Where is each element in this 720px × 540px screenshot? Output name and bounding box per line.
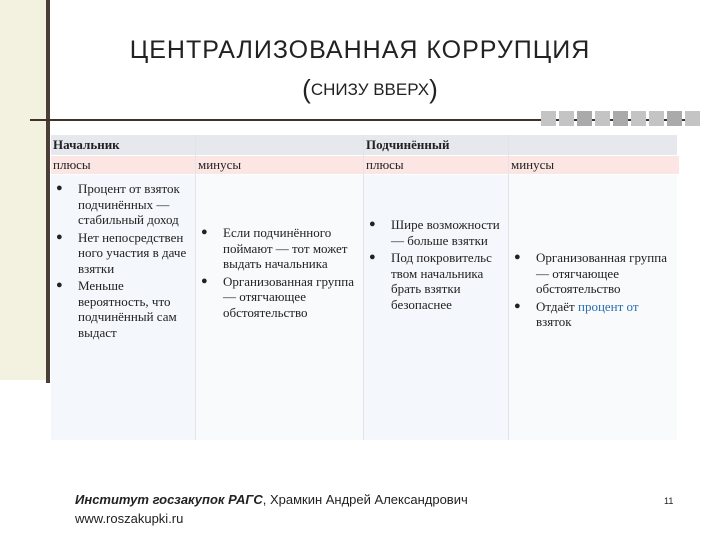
- boss-minuses-list: [196, 225, 356, 322]
- list-item: ● Организованная группа — отягчающее обстоятельство: [201, 273, 354, 320]
- slide-title: ЦЕНТРАЛИЗОВАННАЯ КОРРУПЦИЯ: [129, 36, 591, 64]
- list-item: ● Если подчинённого поймают — тот может выдать начальника: [201, 225, 348, 271]
- decor-square: [613, 111, 628, 126]
- footer-institute: Институт госзакупок РАГС: [75, 492, 263, 507]
- bullet-icon: ●: [369, 218, 376, 230]
- cell-boss-pluses: [51, 175, 195, 440]
- decor-square: [577, 111, 592, 126]
- header-subordinate: Подчинённый: [366, 137, 450, 152]
- decor-square: [685, 111, 700, 126]
- table-subheader-row: [51, 156, 677, 174]
- bullet-icon: ●: [369, 251, 376, 263]
- bullet-icon: ●: [56, 279, 63, 291]
- list-item: ● Организованная группа — отягчающее обстоятельство: [514, 250, 667, 296]
- table-header-row: [51, 135, 677, 155]
- bullet-icon: ●: [201, 274, 208, 287]
- decor-square: [559, 111, 574, 126]
- sub-minuses-list: [509, 250, 675, 332]
- subheader-sub-minus: минусы: [509, 156, 679, 174]
- subheader-boss-minus: минусы: [196, 156, 365, 174]
- footer: [75, 490, 468, 528]
- subtitle-open-paren: (: [302, 74, 311, 104]
- table-body-row: [51, 175, 677, 440]
- list-item: ● Шире возможности — больше взятки: [369, 217, 500, 248]
- decor-square: [541, 111, 556, 126]
- list-item: ● Меньше вероятность, что подчинённый сам выдаст: [56, 278, 177, 340]
- slide-subtitle: [0, 74, 720, 105]
- subheader-boss-plus: плюсы: [51, 156, 197, 174]
- cell-sub-pluses: [364, 175, 508, 440]
- list-item: ● Отдаёт процент от взяток: [514, 298, 639, 329]
- decor-square: [595, 111, 610, 126]
- bullet-icon: ●: [56, 182, 63, 194]
- list-item: ● Под покровительс твом начальника брать взятки безопаснее: [369, 250, 492, 312]
- decor-square: [667, 111, 682, 126]
- bullet-icon: ●: [514, 299, 521, 312]
- decor-square: [631, 111, 646, 126]
- footer-author: , Храмкин Андрей Александрович: [262, 492, 468, 507]
- boss-pluses-list: [51, 181, 195, 342]
- subheader-sub-plus: плюсы: [364, 156, 510, 174]
- list-item: ● Процент от взяток подчинённых — стабильный доход: [56, 181, 180, 227]
- column-divider: [195, 135, 196, 440]
- cell-boss-minuses: [196, 175, 363, 440]
- sub-pluses-list: [364, 217, 508, 314]
- page-number: 11: [664, 496, 674, 506]
- bullet-icon: ●: [514, 251, 521, 263]
- bullet-icon: ●: [56, 230, 63, 243]
- list-item: ● Нет непосредствен ного участия в даче взятки: [56, 229, 187, 276]
- subtitle-text: СНИЗУ ВВЕРХ: [310, 80, 430, 99]
- cell-sub-minuses: [509, 175, 677, 440]
- header-boss: Начальник: [53, 137, 120, 152]
- column-divider: [508, 135, 509, 440]
- footer-url: www.roszakupki.ru: [75, 511, 184, 526]
- bullet-icon: ●: [201, 226, 208, 238]
- decor-squares: [541, 111, 700, 126]
- column-divider: [363, 135, 364, 440]
- highlighted-text: процент от: [577, 298, 639, 314]
- comparison-table: [51, 135, 677, 440]
- footer-credit: [75, 490, 468, 509]
- decor-square: [649, 111, 664, 126]
- subtitle-close-paren: ): [429, 74, 438, 104]
